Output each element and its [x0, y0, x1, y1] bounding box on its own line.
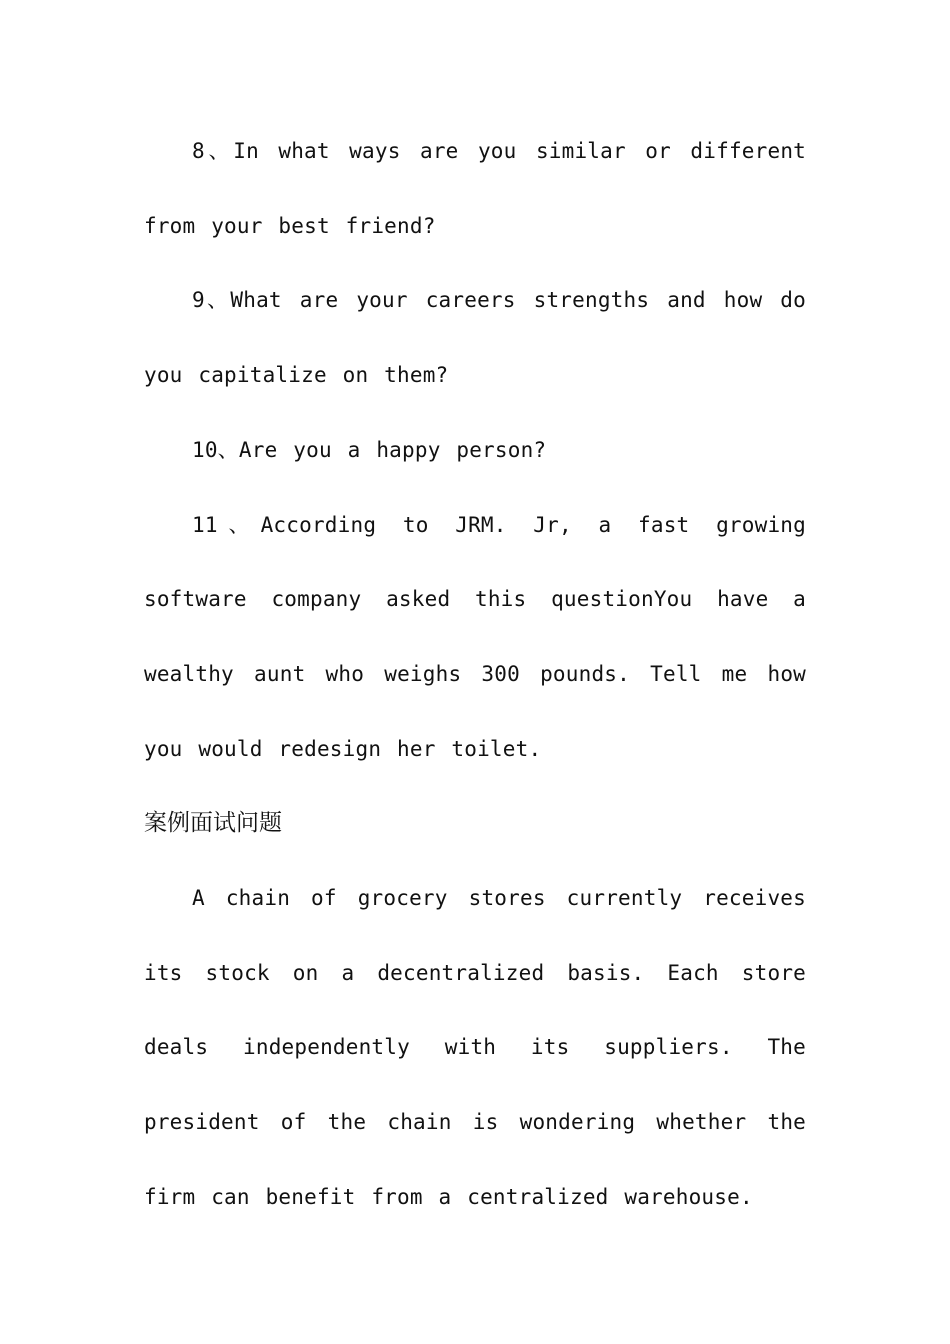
- question-8: 8、In what ways are you similar or different from your best friend?: [144, 139, 806, 238]
- section-heading: 案例面试问题: [144, 810, 282, 837]
- document-body: [144, 114, 806, 1235]
- question-11: 11、According to JRM. Jr, a fast growing software company asked this questionYou have a wealthy aunt who weighs 300 pounds. Tell me how you would redesign her toilet.: [144, 512, 806, 761]
- case-paragraph: A chain of grocery stores currently receives its stock on a decentralized basis. Each store deals independently with its suppliers. The president of the chain is wondering whether the firm can benefit from a centralized warehouse.: [144, 886, 806, 1209]
- question-10: 10、Are you a happy person?: [192, 437, 547, 462]
- question-9: 9、What are your careers strengths and how do you capitalize on them?: [144, 288, 806, 388]
